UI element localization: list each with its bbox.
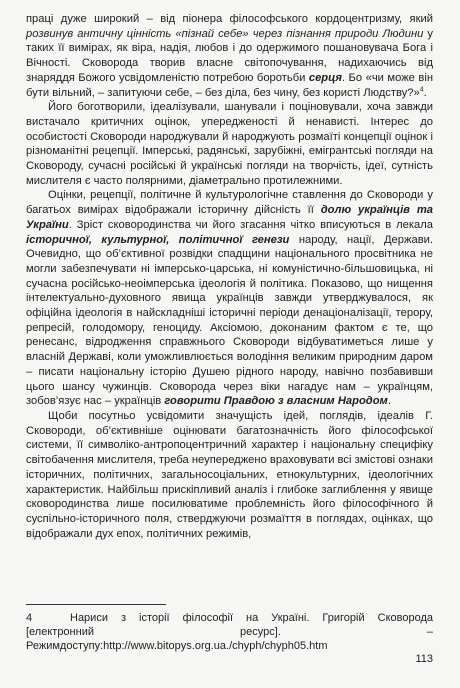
text-run: народу, нації, Держави. Очевидно, що об’єктивної розвідки спадщини національного просвітника не могли забезпечувати ні імперсько-царська, ні комуністично-більшовицька, ні сучасна російсько-неоімперська ідеологія й політика. Показово, що нищення інтелектуально-духовного явища українців завжди утверджувалося, як офіційна ідеологія в найскладніші історичні періоди денаціоналізації, терору, репресій, голодомору, геноциду. Аксіомою, доконаним фактом є те, що ренесанс, відродження справжнього Сковороди відбуватиметься лише у власній Державі, коли уможливлюється володіння великим природним даром – писати національну історію Душею рідного народу, навічно позбавивши цього шансу чужинців. Сковорода через віки нагадує нам – українцям, зобов’язує нас – українців bbox=[26, 233, 433, 408]
page-number: 113 bbox=[415, 653, 433, 665]
text-run: . Бо «чи може він бути вільний, – запитуючи себе, – без діла, без чину, без користі Людству?» bbox=[26, 71, 433, 99]
emphasis-bold-italic: історичної, культурної, політичної генези bbox=[26, 233, 290, 246]
paragraph-1 bbox=[26, 12, 433, 100]
main-text bbox=[26, 12, 433, 541]
text-run: Щоби посутньо усвідомити значущість ідей, поглядів, ідеалів Г. Сковороди, об’єктивніше оцінювати багатозначність його філософської системи, її символіко-антропоцентричний характер і національну специфіку світобачення мислителя, треба неупереджено враховувати всі змістові ознаки історичних, політичних, загальносоціальних, етнокультурних, ідеологічних характеристик. Найбільш прискіпливий аналіз і глибоке заглиблення у явище сковородинства лише посилюватиме проблемність його філософічного й суспільно-історичного поля, стверджуючи розмаїття в поглядах, оцінках, що відображали дух епох, політичних режимів, bbox=[26, 409, 433, 540]
footnote-text: Нариси з історії філософії на Україні. Григорій Сковорода [електронний ресурс]. – Режимдоступу:http://www.bitopys.org.ua./chyph/chyph05.htm bbox=[26, 612, 433, 653]
emphasis-bold-italic: долю українців та України bbox=[26, 204, 433, 231]
text-run: . Зріст сковородинства чи його згасання чітко вписуються в лекала bbox=[68, 218, 433, 231]
text-run: Оцінки, рецепції, політичне й культурологічне ставлення до Сковороди у багатьох вимірах відображали історичну дійсність її bbox=[26, 189, 433, 217]
footnote-separator bbox=[26, 604, 166, 605]
paragraph-4 bbox=[26, 409, 433, 541]
text-run: праці дуже широкий – від піонера філософського кордоцентризму, який bbox=[26, 13, 433, 25]
footnote-ref: 4 bbox=[419, 85, 424, 93]
paragraph-3 bbox=[26, 188, 433, 409]
text-run: Його боготворили, ідеалізували, шанували і поціновували, хоча завжди вистачало критичних оцінок, упередженості й ненависті. Інтерес до особистості Сковороди народжували й народжують розмаїті концепції оцінок і різноманітні рецепції. Імперські, радянські, зарубіжні, емігрантські погляди на Сковороду, сучасні російські й українські погляди на творчість, ідеї, сутність мислителя є часто полярними, діаметрально протилежними. bbox=[26, 101, 433, 187]
emphasis-bold-italic: говорити Правдою з власним Народом bbox=[164, 395, 388, 408]
emphasis-bold-italic: серця bbox=[308, 71, 342, 84]
text-run: . bbox=[387, 395, 391, 408]
emphasis-italic: розвинув античну цінність «пізнай себе» через пізнання природи Людини bbox=[26, 27, 424, 40]
footnote bbox=[26, 611, 433, 654]
text-run: . bbox=[423, 86, 427, 99]
footnote-number: 4 bbox=[26, 612, 33, 624]
paragraph-2 bbox=[26, 100, 433, 188]
text-run: у таких її вимірах, як віра, надія, любов і до одержимого пошановувача Бога і Вічності. Сковорода творив власне світопочування, надихаючись від знаряддя Божого усвідомленістю потребою боротьби bbox=[26, 27, 434, 84]
